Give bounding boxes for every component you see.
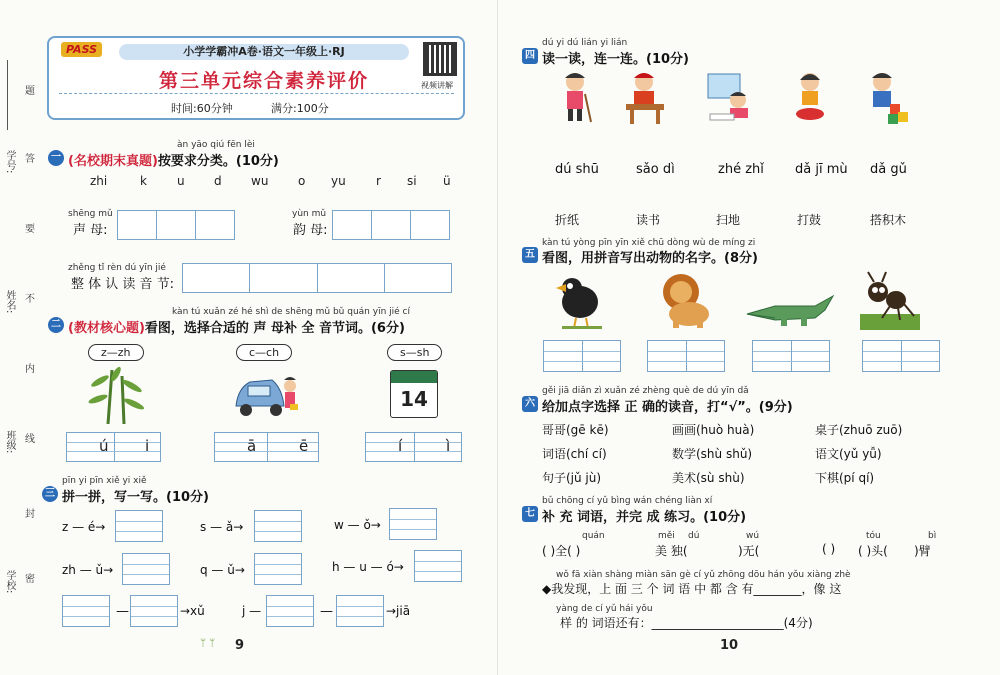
discover-text[interactable]: ◆我发现，上 面 三 个 词 语 中 都 含 有________，像 这: [542, 582, 842, 596]
q3-pinyin: pīn yi pīn xiě yi xiě: [62, 476, 147, 486]
pinyin-saodi: sǎo dì: [636, 162, 675, 177]
q2-text: 看图，选择合适的 声 母补 全 音节词。(6分): [144, 321, 405, 336]
q1-badge: 一: [48, 150, 64, 166]
write-box-4[interactable]: [122, 553, 170, 585]
page-title: 第三单元综合素养评价: [158, 70, 369, 92]
crocodile-icon: [745, 290, 835, 330]
q2-badge: 二: [48, 317, 64, 333]
animal-answer-1[interactable]: [543, 340, 621, 372]
final-i2: ì: [446, 437, 451, 455]
animal-answer-3[interactable]: [752, 340, 830, 372]
q6-badge: 六: [522, 396, 538, 412]
lion-icon: [655, 270, 715, 330]
dash: —: [116, 604, 129, 619]
choice-item[interactable]: 词语(chí cí): [542, 447, 607, 461]
syllable: k: [140, 174, 147, 188]
dash: —: [320, 604, 333, 619]
syllable: r: [376, 174, 381, 188]
choice-item[interactable]: 数学(shù shǔ): [672, 447, 753, 461]
final-u: ú: [99, 437, 109, 455]
write-box-5[interactable]: [254, 553, 302, 585]
shengmu-label: 声 母:: [73, 223, 108, 238]
qr-code-icon[interactable]: [423, 42, 457, 76]
write-box-7a[interactable]: [62, 595, 110, 627]
margin-xingming: 姓名:: [4, 290, 15, 314]
syllable: si: [407, 174, 417, 188]
animal-answer-4[interactable]: [862, 340, 940, 372]
q5-text: 看图，用拼音写出动物的名字。(8分): [542, 251, 758, 266]
pinyin-item-3: w — ǒ→: [334, 518, 381, 532]
qr-label: 视频讲解: [421, 81, 453, 90]
write-box-8b[interactable]: [336, 595, 384, 627]
syllable: wu: [251, 174, 269, 188]
shengmu-answer-grid[interactable]: [117, 210, 235, 240]
margin-xuehao: 学号:: [4, 150, 15, 174]
yunmu-label: 韵 母:: [293, 223, 328, 238]
discover-pinyin: wǒ fā xiàn shàng miàn sān gè cí yǔ zhōng dōu hán yǒu xiàng zhè: [556, 570, 851, 580]
fill-py-mei: měi: [658, 531, 675, 541]
write-box-2[interactable]: [254, 510, 302, 542]
calendar-number: 14: [400, 387, 428, 411]
header-box: [47, 36, 465, 120]
write-box-6[interactable]: [414, 550, 462, 582]
word-dagu: 打鼓: [797, 213, 822, 227]
calendar-icon: [390, 370, 438, 418]
margin-mi: 密: [25, 574, 35, 585]
margin-da: 答: [25, 154, 35, 165]
fill-py-wu: wú: [746, 531, 760, 541]
fill-blank-4[interactable]: ( ): [822, 542, 836, 556]
pinyin-item-4: zh — ǔ→: [62, 563, 114, 577]
yunmu-pinyin: yùn mǔ: [292, 209, 327, 219]
bamboo-icon: [88, 366, 148, 426]
q1-syllables: [90, 174, 463, 188]
pinyin-j: j —: [242, 604, 262, 618]
margin-nei: 内: [25, 364, 35, 375]
write-box-7b[interactable]: [130, 595, 178, 627]
q4-badge: 四: [522, 48, 538, 64]
q5-badge: 五: [522, 247, 538, 263]
zhengti-pinyin: zhěng tǐ rèn dú yīn jié: [68, 263, 166, 273]
pair-s-sh: s—sh: [387, 344, 442, 361]
choice-item[interactable]: 语文(yǔ yǚ): [815, 447, 882, 461]
pinyin-xu: →xǔ: [180, 604, 205, 618]
sprout-icon: ᛘ ᛘ: [200, 638, 216, 649]
final-box-3[interactable]: [365, 432, 462, 462]
q1-pinyin: àn yāo qiú fēn lèi: [177, 140, 255, 150]
q3-text: 拼一拼，写一写。(10分): [62, 490, 209, 505]
pass-logo: PASS: [61, 42, 102, 57]
margin-banji: 班级:: [4, 430, 15, 454]
fill-blank-5[interactable]: ( )头(: [858, 544, 888, 558]
q7-badge: 七: [522, 506, 538, 522]
animal-answer-2[interactable]: [647, 340, 725, 372]
syllable: zhi: [90, 174, 108, 188]
choice-item[interactable]: 哥哥(gē kē): [542, 423, 609, 437]
word-dajimu: 搭积木: [870, 213, 907, 227]
score-label: 满分:100分: [271, 102, 329, 115]
fill-py-quan: quán: [582, 531, 605, 541]
margin-ti: 题: [25, 86, 35, 97]
zhengti-label: 整 体 认 读 音 节:: [71, 277, 175, 292]
fill-blank-2[interactable]: 美 独(: [655, 544, 688, 558]
girl-folding-paper-icon: [706, 70, 756, 125]
final-e: ē: [299, 437, 309, 455]
time-label: 时间:60分钟: [171, 102, 233, 115]
margin-yao: 要: [25, 224, 35, 235]
write-box-8a[interactable]: [266, 595, 314, 627]
car-girl-icon: [228, 366, 303, 422]
q4-pinyin: dú yi dú lián yi lián: [542, 38, 628, 48]
fill-py-bi: bì: [928, 531, 937, 541]
yunmu-answer-grid[interactable]: [332, 210, 450, 240]
choice-item[interactable]: 下棋(pí qí): [815, 471, 875, 485]
q1-text: 按要求分类。(10分): [157, 154, 279, 169]
fill-blank-3[interactable]: )无(: [738, 544, 760, 558]
final-a: ā: [247, 437, 257, 455]
pinyin-zhezhi: zhé zhǐ: [718, 162, 764, 177]
zhengti-answer-grid[interactable]: [182, 263, 452, 293]
final-i: i: [145, 437, 150, 455]
q2-pinyin: kàn tú xuǎn zé hé shì de shēng mǔ bǔ quán yīn jié cí: [172, 307, 410, 317]
girl-drumming-icon: [790, 70, 832, 125]
girl-sweeping-icon: [555, 70, 595, 125]
margin-feng: 封: [25, 509, 35, 520]
choice-item[interactable]: 美术(sù shù): [672, 471, 745, 485]
margin-xuexiao: 学校:: [4, 570, 15, 594]
q5-pinyin: kàn tú yòng pīn yīn xiě chū dòng wù de míng zi: [542, 238, 756, 248]
q3-badge: 三: [42, 486, 58, 502]
q6-text: 给加点字选择 正 确的读音，打“√”。(9分): [542, 400, 793, 415]
crow-icon: [552, 270, 612, 330]
page-fold: [497, 0, 498, 675]
q6-pinyin: gěi jiā diǎn zì xuǎn zé zhèng què de dú yīn dǎ: [542, 386, 749, 396]
final-box-2[interactable]: [214, 432, 319, 462]
q7-pinyin: bǔ chōng cí yǔ bìng wán chéng liàn xí: [542, 496, 713, 506]
final-i1: í: [398, 437, 403, 455]
word-zhezhi: 折纸: [555, 213, 580, 227]
fill-py-du: dú: [688, 531, 700, 541]
margin-bu: 不: [25, 294, 35, 305]
choice-item[interactable]: 句子(jǔ jù): [542, 471, 602, 485]
pair-c-ch: c—ch: [236, 344, 292, 361]
pinyin-item-2: s — ǎ→: [200, 520, 244, 534]
pinyin-item-5: q — ǔ→: [200, 563, 245, 577]
word-saodi: 扫地: [716, 213, 741, 227]
write-box-1[interactable]: [115, 510, 163, 542]
pinyin-dushu: dú shū: [555, 162, 599, 177]
choice-item[interactable]: 画画(huò huà): [672, 423, 755, 437]
pinyin-dajimu: dǎ jī mù: [795, 162, 848, 177]
syllable: yu: [331, 174, 346, 188]
page-number-right: 10: [720, 638, 739, 653]
fill-py-tou: tóu: [866, 531, 881, 541]
shengmu-pinyin: shēng mǔ: [68, 209, 113, 219]
word-dushu: 读书: [636, 213, 661, 227]
syllable: u: [177, 174, 185, 188]
q2-tag: (教材核心题): [68, 321, 145, 336]
series-text: 小学学霸冲A卷·语文一年级上·RJ: [183, 45, 345, 58]
ant-icon: [860, 270, 920, 330]
pinyin-item-1: z — é→: [62, 520, 106, 534]
boy-reading-icon: [618, 70, 670, 125]
final-box-1[interactable]: [66, 432, 161, 462]
pinyin-item-6: h — u — ó→: [332, 560, 404, 574]
syllable: ü: [443, 174, 451, 188]
choice-item[interactable]: 桌子(zhuō zuō): [815, 423, 903, 437]
fill-blank-6[interactable]: )臂: [914, 544, 931, 558]
write-box-3[interactable]: [389, 508, 437, 540]
q1-tag: (名校期末真题): [68, 154, 158, 169]
pinyin-jia: →jiā: [386, 604, 411, 618]
q4-text: 读一读，连一连。(10分): [542, 52, 689, 67]
pinyin-dagu: dǎ gǔ: [870, 162, 907, 177]
page-number-left: 9: [235, 638, 245, 653]
q7-text: 补 充 词语，并完 成 练习。(10分): [542, 510, 747, 525]
pair-z-zh: z—zh: [88, 344, 144, 361]
boy-blocks-icon: [860, 70, 910, 125]
syllable: o: [298, 174, 306, 188]
fill-blank-1[interactable]: ( )全( ): [542, 544, 581, 558]
syllable: d: [214, 174, 222, 188]
more-text[interactable]: 样 的 词语还有：______________________(4分): [560, 616, 813, 630]
more-pinyin: yàng de cí yǔ hái yǒu: [556, 604, 653, 614]
series-bar: [119, 44, 409, 60]
margin-xian: 线: [25, 434, 35, 445]
